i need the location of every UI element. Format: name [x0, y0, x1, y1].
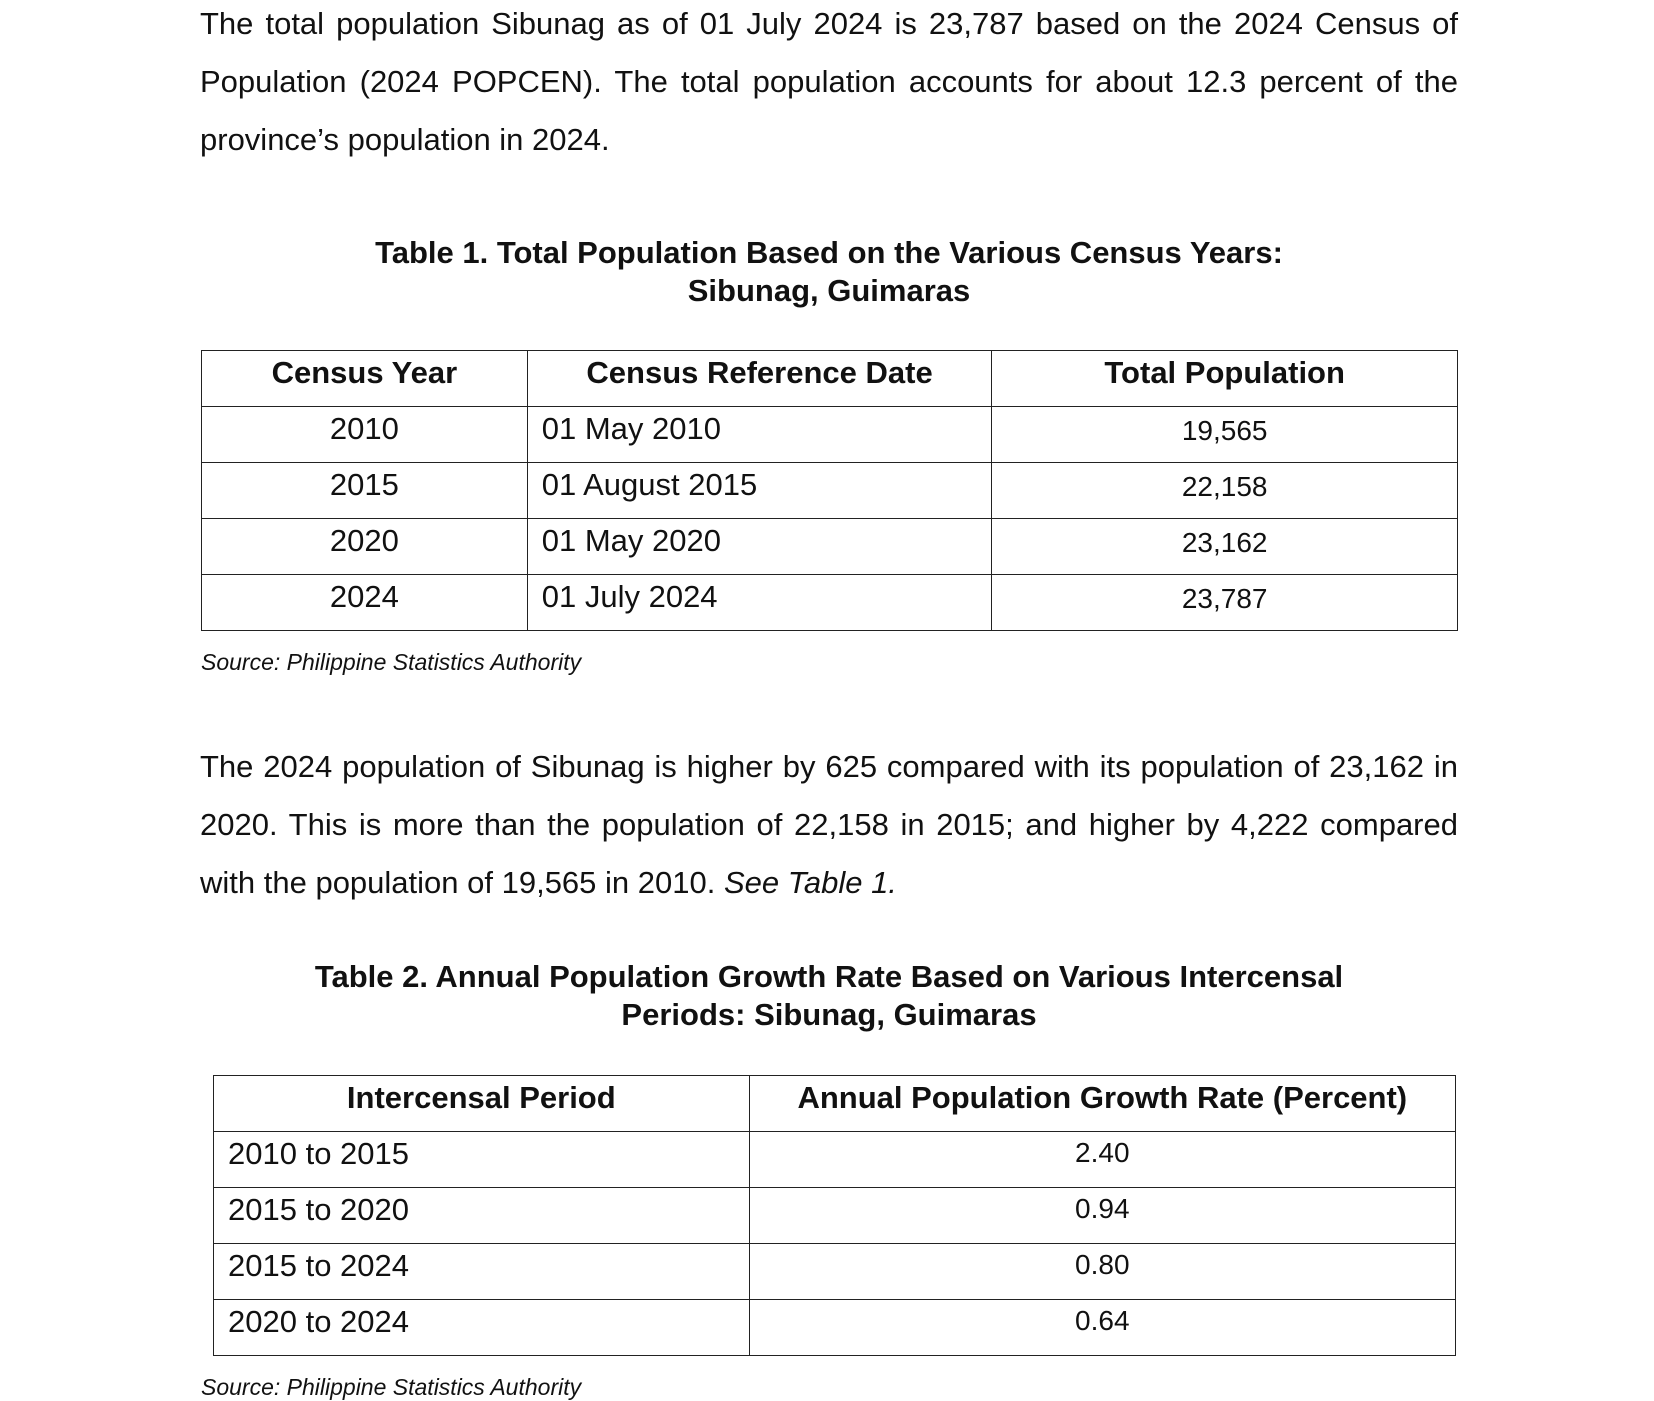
table2-title-line1: Table 2. Annual Population Growth Rate Based on Various Intercensal [314, 959, 1344, 994]
intercensal-period-cell: 2015 to 2024 [214, 1244, 750, 1300]
intercensal-period-cell: 2010 to 2015 [214, 1132, 750, 1188]
growth-rate-cell: 2.40 [749, 1132, 1455, 1188]
total-population-cell: 22,158 [992, 463, 1458, 519]
total-population-cell: 19,565 [992, 407, 1458, 463]
growth-rate-cell: 0.94 [749, 1188, 1455, 1244]
census-year-cell: 2024 [202, 575, 528, 631]
growth-rate-table [213, 1075, 1456, 1356]
table-header-row [202, 351, 1458, 407]
table-reference: See Table 1. [723, 865, 897, 900]
column-header-intercensal-period: Intercensal Period [214, 1076, 750, 1132]
table-row [202, 575, 1458, 631]
table-row [214, 1244, 1456, 1300]
column-header-growth-rate: Annual Population Growth Rate (Percent) [749, 1076, 1455, 1132]
table2-source-note: Source: Philippine Statistics Authority [201, 1374, 582, 1400]
table-header-row [214, 1076, 1456, 1132]
total-population-cell: 23,787 [992, 575, 1458, 631]
reference-date-cell: 01 May 2020 [527, 519, 992, 575]
table-row [202, 519, 1458, 575]
column-header-total-population: Total Population [992, 351, 1458, 407]
table1-title-line1: Table 1. Total Population Based on the Various Census Years: [375, 235, 1283, 270]
table1-title [200, 234, 1458, 310]
intercensal-period-cell: 2020 to 2024 [214, 1300, 750, 1356]
census-year-cell: 2020 [202, 519, 528, 575]
comparison-text: The 2024 population of Sibunag is higher by 625 compared with its population of 23,162 in 2020. This is more than the population of 22,158 in 2015; and higher by 4,222 compared with the population of 19,565 in 2010. [200, 749, 1458, 900]
table-row [214, 1132, 1456, 1188]
reference-date-cell: 01 August 2015 [527, 463, 992, 519]
table1-title-line2: Sibunag, Guimaras [687, 273, 971, 308]
reference-date-cell: 01 July 2024 [527, 575, 992, 631]
table-row [214, 1188, 1456, 1244]
population-table [201, 350, 1458, 631]
table2-title [200, 958, 1458, 1034]
column-header-census-year: Census Year [202, 351, 528, 407]
total-population-cell: 23,162 [992, 519, 1458, 575]
intro-paragraph: The total population Sibunag as of 01 July 2024 is 23,787 based on the 2024 Census of Population (2024 POPCEN). The total population accounts for about 12.3 percent of the province’s population in 2024. [200, 6, 1458, 157]
intercensal-period-cell: 2015 to 2020 [214, 1188, 750, 1244]
table-row [202, 407, 1458, 463]
census-year-cell: 2015 [202, 463, 528, 519]
table-row [214, 1300, 1456, 1356]
table-row [202, 463, 1458, 519]
growth-rate-cell: 0.80 [749, 1244, 1455, 1300]
table2-title-line2: Periods: Sibunag, Guimaras [621, 997, 1037, 1032]
table1-source-note: Source: Philippine Statistics Authority [201, 649, 582, 675]
column-header-reference-date: Census Reference Date [527, 351, 992, 407]
comparison-paragraph [200, 738, 1458, 912]
growth-rate-cell: 0.64 [749, 1300, 1455, 1356]
census-year-cell: 2010 [202, 407, 528, 463]
reference-date-cell: 01 May 2010 [527, 407, 992, 463]
